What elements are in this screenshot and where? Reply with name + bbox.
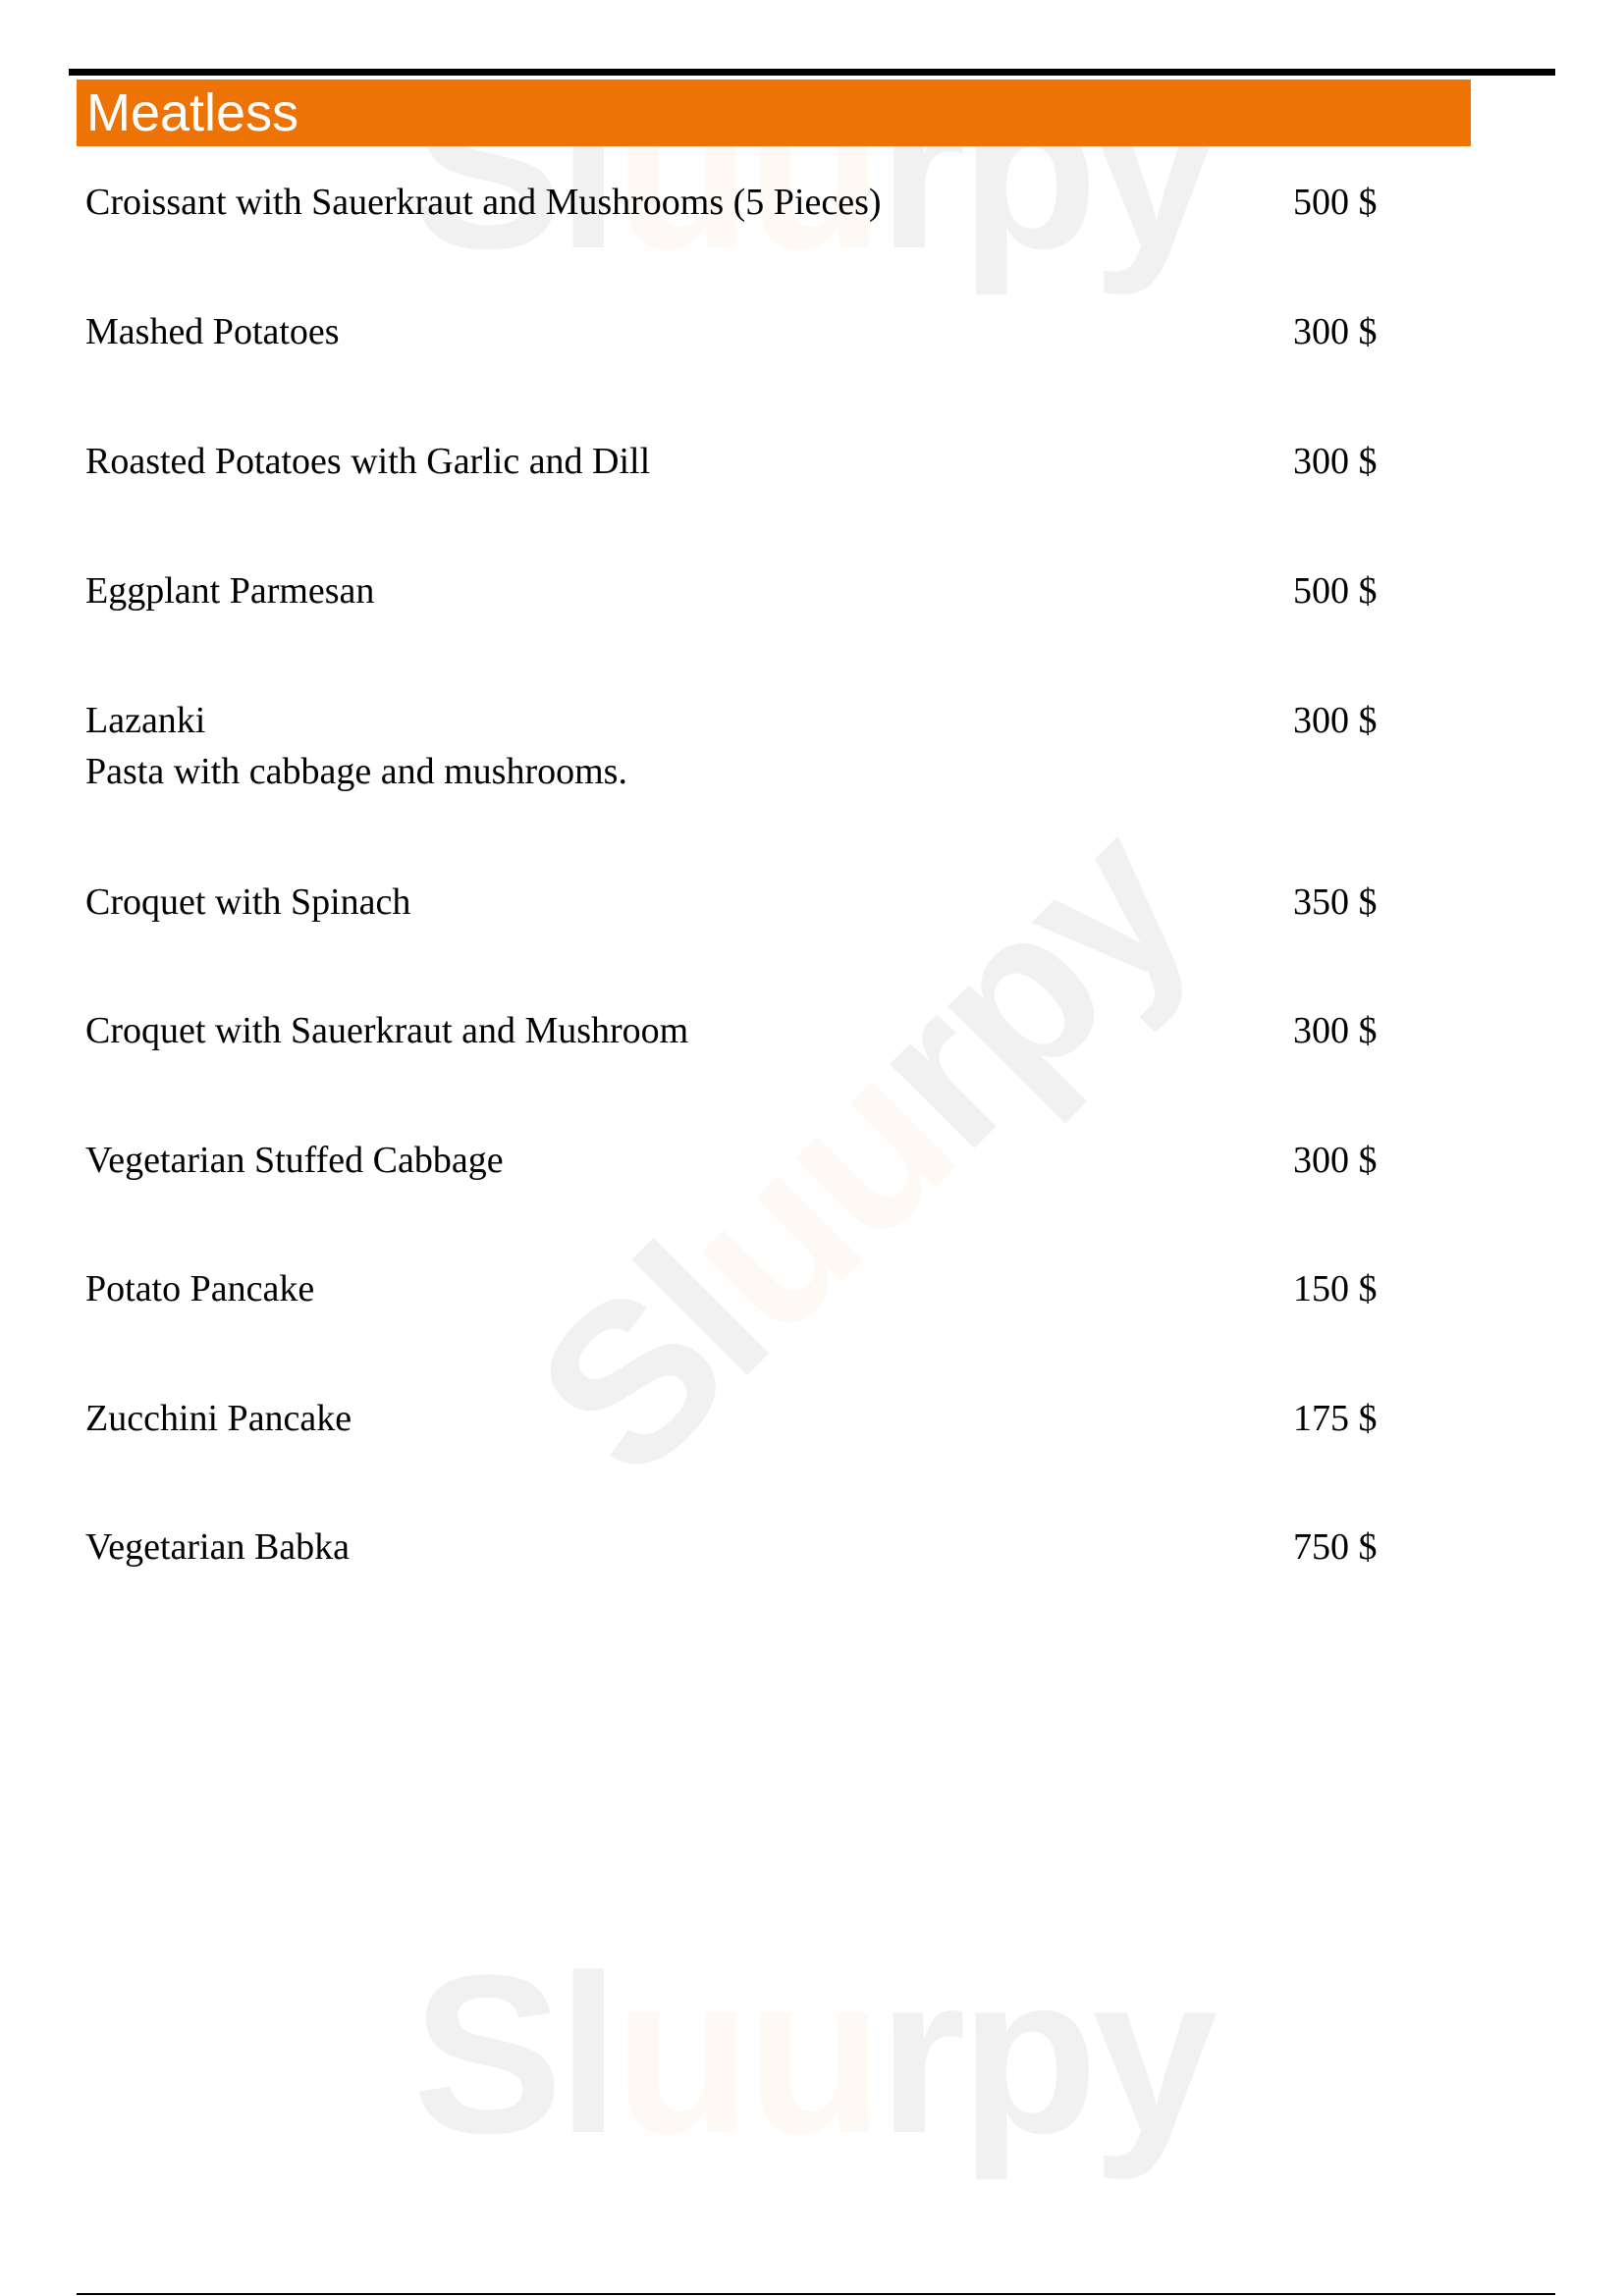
item-description: Pasta with cabbage and mushrooms. (85, 751, 627, 792)
sluurpy-watermark: Slrpy (489, 778, 1233, 1523)
item-price: 150 $ (1293, 1268, 1378, 1309)
top-divider (69, 69, 1555, 76)
section-header (77, 80, 1471, 146)
item-price: 750 $ (1293, 1526, 1378, 1568)
item-price: 350 $ (1293, 881, 1378, 923)
item-price: 300 $ (1293, 1140, 1378, 1181)
sluurpy-watermark: Sl rpy (412, 1928, 1213, 2180)
sluurpy-watermark: Sl rpy (412, 43, 1213, 295)
item-name: Lazanki (85, 700, 206, 741)
item-name: Eggplant Parmesan (85, 570, 375, 612)
item-name: Zucchini Pancake (85, 1398, 352, 1439)
item-price: 300 $ (1293, 1010, 1378, 1051)
item-name: Mashed Potatoes (85, 311, 340, 352)
item-name: Croquet with Sauerkraut and Mushroom (85, 1010, 689, 1051)
item-name: Roasted Potatoes with Garlic and Dill (85, 441, 651, 482)
item-name: Croissant with Sauerkraut and Mushrooms (5 Pieces) (85, 182, 882, 223)
item-price: 300 $ (1293, 700, 1378, 741)
item-name: Croquet with Spinach (85, 881, 411, 923)
item-name: Potato Pancake (85, 1268, 315, 1309)
item-name: Vegetarian Babka (85, 1526, 351, 1568)
item-price: 500 $ (1293, 182, 1378, 223)
item-name: Vegetarian Stuffed Cabbage (85, 1140, 504, 1181)
section-title: Meatless (86, 83, 299, 142)
item-price: 500 $ (1293, 570, 1378, 612)
item-price: 300 $ (1293, 441, 1378, 482)
bottom-divider (77, 2293, 1555, 2295)
item-price: 300 $ (1293, 311, 1378, 352)
item-price: 175 $ (1293, 1398, 1378, 1439)
